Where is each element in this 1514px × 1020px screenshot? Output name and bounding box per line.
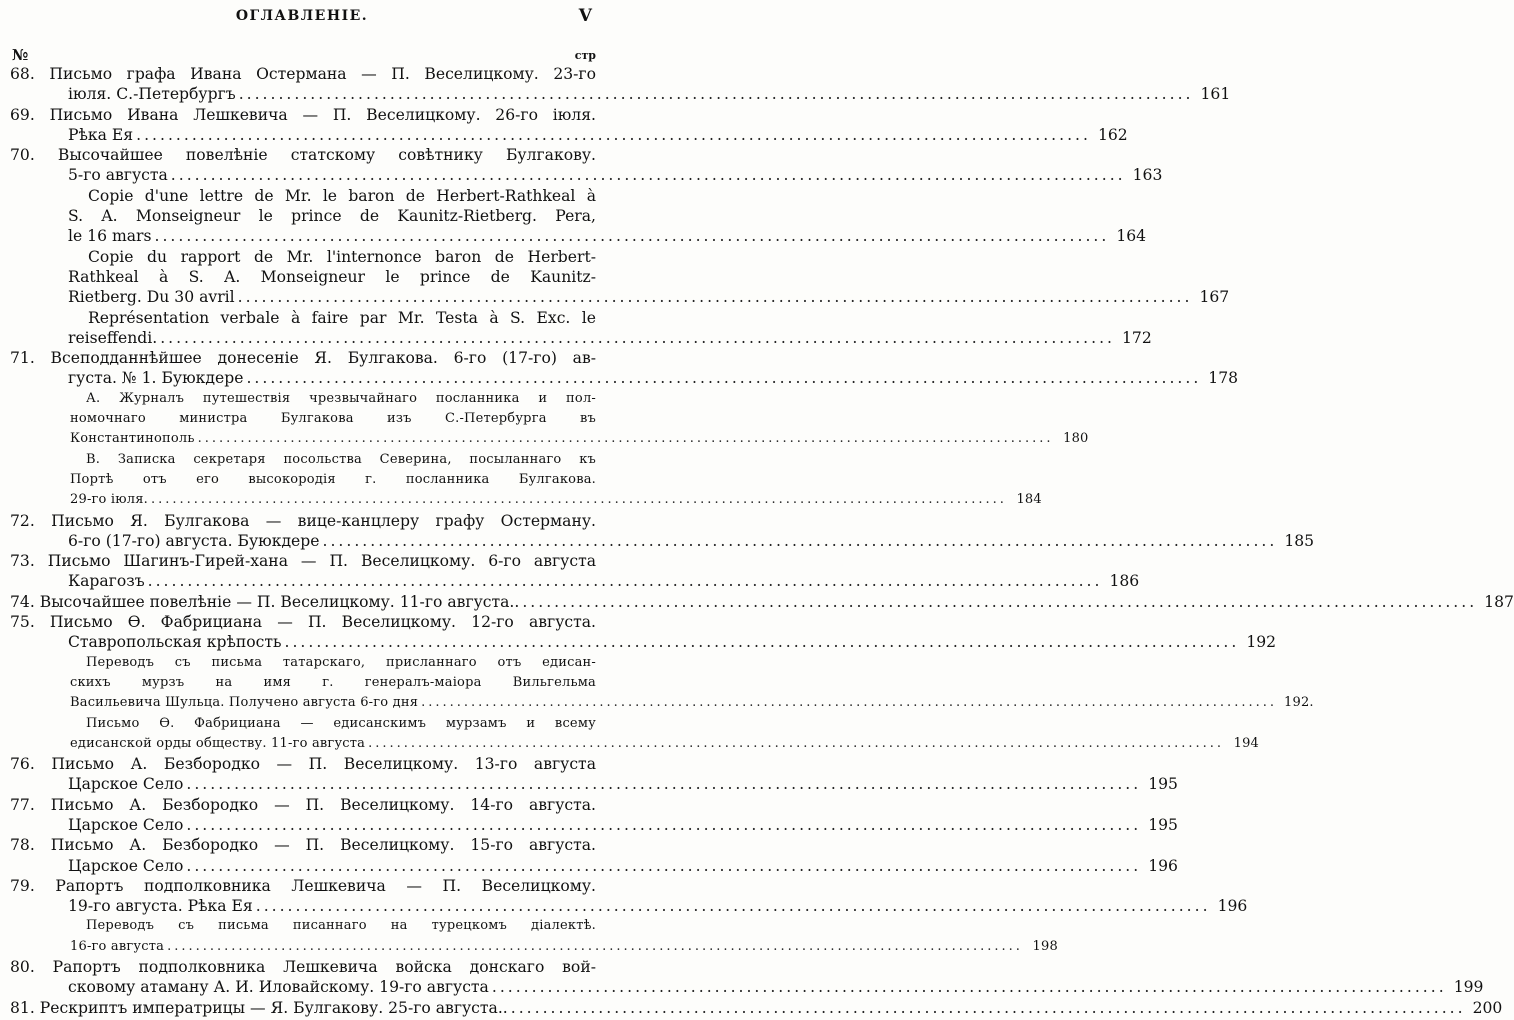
toc-entry-line	[0, 165, 1163, 185]
toc-subentry	[0, 389, 1089, 450]
toc-page-number: 178	[1208, 369, 1239, 388]
toc-entry-line	[0, 571, 1140, 591]
toc-entry	[0, 612, 1277, 653]
dot-leader: ........................................................................................................................	[237, 288, 1193, 307]
toc-entry-line	[0, 937, 1058, 957]
toc-entry-line	[0, 287, 1230, 307]
toc-entry-line	[0, 856, 1178, 876]
toc-page-number: 167	[1199, 288, 1230, 307]
toc-page-number: 200	[1472, 998, 1503, 1017]
dot-leader: ........................................................................................................................	[154, 227, 1110, 246]
toc-page-number: 199	[1453, 978, 1484, 997]
toc-page-number: 196	[1217, 897, 1248, 916]
toc-entry-text: Ставропольская крѣпость	[68, 633, 282, 652]
toc-entry-text: скихъ мурзъ на имя г. генералъ-маіора Вильгельма	[70, 674, 596, 690]
toc-page-number: 195	[1148, 815, 1178, 834]
toc-entry-line	[0, 84, 1231, 104]
toc-entry-line	[0, 815, 1178, 835]
dot-leader: ........................................................................................................................	[322, 531, 1278, 550]
toc-entry-text: В. Записка секретаря посольства Северина, посыланнаго къ	[86, 451, 596, 467]
toc-entry-line	[0, 186, 604, 206]
toc-entry	[0, 105, 1128, 146]
toc-entry-text: Царское Село	[68, 856, 184, 875]
toc-subentry	[0, 916, 1058, 957]
toc-entry-line	[0, 531, 1315, 551]
toc-entry-line	[0, 145, 604, 165]
toc-entry-text: Письмо Ѳ. Фабрициана — едисанскимъ мурзамъ и всему	[86, 715, 596, 731]
toc-entry-text: Rathkeal à S. A. Monseigneur le prince de Kaunitz-	[68, 267, 596, 286]
dot-leader: ........................................................................................................................	[186, 775, 1142, 794]
dot-leader: ........................................................................................................................	[510, 998, 1466, 1017]
toc-entry-line	[0, 368, 1239, 388]
toc-entry-line	[0, 916, 604, 936]
toc-entry	[0, 957, 1484, 998]
toc-entry-line	[0, 247, 604, 267]
toc-entry-line	[0, 673, 604, 693]
toc-entry-text: S. A. Monseigneur le prince de Kaunitz-Rietberg. Pera,	[68, 207, 596, 226]
dot-leader: ........................................................................................................................	[136, 125, 1091, 144]
toc-entry-text: А. Журналъ путешествія чрезвычайнаго посланника и пол-	[86, 390, 596, 406]
toc-entry-text: Васильевича Шульца. Получено августа 6-го дня	[70, 695, 419, 711]
toc-entry-line	[0, 511, 604, 531]
toc-subentry	[0, 653, 1314, 714]
toc-entry-text: номочнаго министра Булгакова изъ С.-Петербурга въ	[70, 411, 596, 427]
toc-entry-text: Константинополь	[70, 431, 195, 447]
toc-entry-line	[0, 693, 1314, 713]
toc-entry-text: Переводъ съ письма татарскаго, присланнаго отъ едисан-	[86, 654, 596, 670]
toc-entry-line	[0, 653, 604, 673]
toc-page-number: 192	[1246, 633, 1277, 652]
toc-entry-text: 75. Письмо Ѳ. Фабрициана — П. Веселицкому. 12-го августа.	[10, 613, 596, 632]
dot-leader: ........................................................................................................................	[522, 592, 1478, 611]
toc-entry-text: 70. Высочайшее повелѣніе статскому совѣтнику Булгакову.	[10, 146, 596, 165]
table-of-contents	[0, 64, 1514, 1018]
toc-entry-text: густа. № 1. Буюкдере	[68, 369, 244, 388]
toc-page-number: 194	[1233, 735, 1260, 751]
toc-entry-text: 73. Письмо Шагинъ-Гирей-хана — П. Веселицкому. 6-го августа	[10, 552, 596, 571]
toc-entry-text: іюля. С.-Петербургъ	[68, 85, 236, 104]
running-header	[0, 6, 604, 28]
toc-entry-text: 6-го (17-го) августа. Буюкдере	[68, 531, 320, 550]
toc-entry-line	[0, 328, 1152, 348]
toc-entry-text: Copie du rapport de Mr. l'internonce baron de Herbert-	[88, 247, 596, 266]
toc-page-number: 186	[1109, 572, 1140, 591]
toc-page-number: 198	[1032, 938, 1058, 954]
toc-entry-line	[0, 348, 604, 368]
dot-leader: ........................................................................................................................	[197, 431, 1054, 447]
dot-leader: ........................................................................................................................	[255, 897, 1211, 916]
toc-entry-text: Copie d'une lettre de Mr. le baron de Herbert-Rathkeal à	[88, 186, 596, 205]
toc-entry-text: Царское Село	[68, 775, 184, 794]
toc-page-number: 162	[1097, 125, 1128, 144]
toc-page-number: 180	[1063, 431, 1089, 447]
toc-entry-text: 16-го августа	[70, 938, 165, 954]
toc-entry-text: 19-го августа. Рѣка Ея	[68, 897, 253, 916]
toc-entry-line	[0, 754, 604, 774]
toc-entry-line	[0, 490, 1042, 510]
toc-entry-line	[0, 450, 604, 470]
toc-entry	[0, 145, 1163, 186]
toc-entry-line	[0, 592, 1514, 612]
dot-leader: ........................................................................................................................	[150, 492, 1007, 508]
toc-entry	[0, 835, 1178, 876]
toc-entry	[0, 348, 1239, 389]
toc-entry-text: Портѣ отъ его высокородія г. посланника Булгакова.	[70, 471, 596, 487]
dot-leader: ........................................................................................................................	[284, 633, 1240, 652]
page-numeral: V	[578, 6, 592, 26]
dot-leader: ........................................................................................................................	[170, 166, 1126, 185]
toc-entry-text: сковому атаману А. И. Иловайскому. 19-го августа	[68, 978, 489, 997]
toc-page-number: 161	[1200, 85, 1231, 104]
toc-entry-text: reiseffendi.	[68, 328, 158, 347]
page-title: ОГЛАВЛЕНІЕ.	[235, 8, 369, 24]
toc-entry-text: 74. Высочайшее повелѣніе — П. Веселицкому. 11-го августа..	[10, 592, 520, 611]
toc-entry-line	[0, 896, 1248, 916]
toc-entry-line	[0, 998, 1503, 1018]
toc-subentry	[0, 714, 1260, 755]
toc-entry	[0, 795, 1178, 836]
toc-subentry	[0, 247, 1230, 308]
toc-entry-text: 5-го августа	[68, 166, 168, 185]
toc-entry-text: едисанской орды обществу. 11-го августа	[70, 735, 366, 751]
toc-entry-line	[0, 125, 1128, 145]
toc-page-number: 172	[1122, 328, 1152, 347]
toc-entry-line	[0, 612, 604, 632]
toc-page-number: 184	[1016, 492, 1042, 508]
toc-entry-line	[0, 795, 604, 815]
dot-leader: ........................................................................................................................	[147, 572, 1103, 591]
dot-leader: ........................................................................................................................	[167, 938, 1023, 954]
toc-entry-line	[0, 226, 1147, 246]
toc-entry-line	[0, 429, 1089, 449]
toc-entry	[0, 592, 1514, 612]
dot-leader: ........................................................................................................................	[421, 695, 1277, 711]
toc-entry-text: 78. Письмо А. Безбородко — П. Веселицкому. 15-го августа.	[10, 836, 596, 855]
number-column-label: №	[12, 46, 29, 64]
toc-entry-text: 81. Рескриптъ императрицы — Я. Булгакову. 25-го августа..	[10, 998, 508, 1017]
toc-entry-line	[0, 105, 604, 125]
toc-entry-text: Переводъ съ письма писаннаго на турецкомъ діалектѣ.	[86, 918, 596, 934]
toc-entry-text: Représentation verbale à faire par Mr. Testa à S. Exc. le	[88, 308, 596, 327]
toc-entry-line	[0, 409, 604, 429]
toc-entry-text: 76. Письмо А. Безбородко — П. Веселицкому. 13-го августа	[10, 755, 596, 774]
toc-entry-line	[0, 957, 604, 977]
dot-leader: ........................................................................................................................	[491, 978, 1447, 997]
toc-entry-line	[0, 470, 604, 490]
toc-entry-text: 80. Рапортъ подполковника Лешкевича войска донскаго вой-	[10, 958, 596, 977]
toc-entry	[0, 876, 1248, 917]
dot-leader: ........................................................................................................................	[186, 856, 1142, 875]
toc-entry-text: 71. Всеподданнѣйшее донесеніе Я. Булгакова. 6-го (17-го) ав-	[10, 349, 596, 368]
toc-entry-text: 72. Письмо Я. Булгакова — вице-канцлеру графу Остерману.	[10, 511, 596, 530]
toc-entry-line	[0, 876, 604, 896]
toc-page-number: 192.	[1284, 695, 1314, 711]
toc-entry	[0, 998, 1503, 1018]
dot-leader: ........................................................................................................................	[238, 85, 1194, 104]
toc-subentry	[0, 308, 1152, 349]
toc-entry-text: 79. Рапортъ подполковника Лешкевича — П. Веселицкому.	[10, 876, 596, 895]
toc-entry-line	[0, 714, 604, 734]
dot-leader: ........................................................................................................................	[160, 328, 1116, 347]
toc-entry-text: 68. Письмо графа Ивана Остермана — П. Веселицкому. 23-го	[10, 65, 596, 83]
toc-subentry	[0, 450, 1042, 511]
toc-entry-line	[0, 267, 604, 287]
toc-entry-line	[0, 977, 1484, 997]
page-column-label: стр	[574, 49, 596, 62]
toc-entry-line	[0, 206, 604, 226]
dot-leader: ........................................................................................................................	[186, 815, 1142, 834]
toc-entry-text: Карагозъ	[68, 572, 145, 591]
toc-entry-line	[0, 389, 604, 409]
toc-entry-line	[0, 308, 604, 328]
toc-entry-line	[0, 64, 604, 84]
toc-entry-text: le 16 mars	[68, 227, 152, 246]
toc-entry-line	[0, 774, 1178, 794]
toc-entry-text: Царское Село	[68, 815, 184, 834]
toc-page-number: 195	[1148, 775, 1178, 794]
toc-entry-text: 69. Письмо Ивана Лешкевича — П. Веселицкому. 26-го іюля.	[10, 105, 596, 124]
toc-entry	[0, 64, 1231, 105]
dot-leader: ........................................................................................................................	[246, 369, 1202, 388]
column-headers	[0, 46, 604, 64]
toc-entry-text: Рѣка Ея	[68, 125, 134, 144]
toc-page-number: 196	[1148, 856, 1178, 875]
toc-subentry	[0, 186, 1147, 247]
toc-page-number: 164	[1116, 227, 1147, 246]
toc-page-number: 163	[1132, 166, 1163, 185]
toc-entry	[0, 511, 1315, 552]
dot-leader: ........................................................................................................................	[368, 735, 1225, 751]
toc-entry-line	[0, 632, 1277, 652]
toc-page-number: 185	[1284, 531, 1315, 550]
toc-entry-line	[0, 551, 604, 571]
toc-entry-line	[0, 734, 1260, 754]
toc-entry	[0, 754, 1178, 795]
toc-entry-text: 77. Письмо А. Безбородко — П. Веселицкому. 14-го августа.	[10, 795, 596, 814]
toc-entry-line	[0, 835, 604, 855]
toc-entry-text: 29-го іюля.	[70, 492, 148, 508]
toc-entry-text: Rietberg. Du 30 avril	[68, 288, 235, 307]
toc-page-number: 187	[1484, 592, 1514, 611]
toc-entry	[0, 551, 1140, 592]
